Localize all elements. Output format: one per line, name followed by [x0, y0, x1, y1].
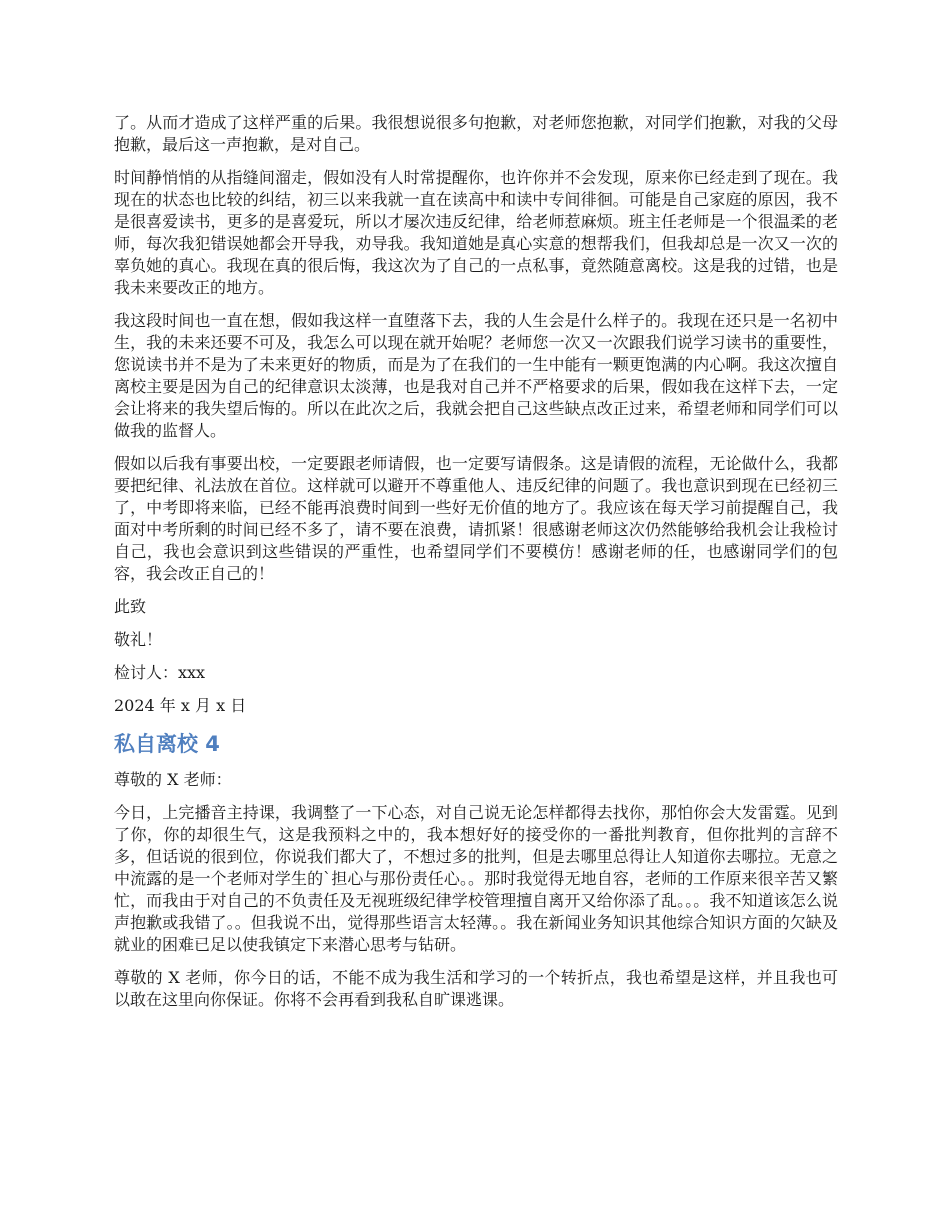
paragraph-reflection: 时间静悄悄的从指缝间溜走，假如没有人时常提醒你，也许你并不会发现，原来你已经走到了现在。我现在的状态也比较的纠结，初三以来我就一直在读高中和读中专间徘徊。可能是自己家庭的原因，我不是很喜爱读书，更多的是喜爱玩，所以才屡次违反纪律，给老师惹麻烦。班主任老师是一个很温柔的老师，每次我犯错误她都会开导我，劝导我。我知道她是真心实意的想帮我们，但我却总是一次又一次的辜负她的真心。我现在真的很后悔，我这次为了自己的一点私事，竟然随意离校。这是我的过错，也是我未来要改正的地方。: [114, 168, 838, 297]
date-text: 2024 年 x 月 x 日: [114, 696, 247, 715]
paragraph-meeting: 今日，上完播音主持课，我调整了一下心态，对自己说无论怎样都得去找你，那怕你会大发雷霆。见到了你，你的却很生气，这是我预料之中的，我本想好好的接受你的一番批判教育，但你批判的言辞不多，但话说的很到位，你说我们都大了，不想过多的批判，但是去哪里总得让人知道你去哪拉。无意之中流露的是一个老师对学生的`担心与那份责任心。。那时我觉得无地自容，老师的工作原来很辛苦又繁忙，而我由于对自己的不负责任及无视班级纪律学校管理擅自离开又给你添了乱。。。我不知道该怎么说声抱歉或我错了。。但我说不出，觉得那些语言太轻薄。。我在新闻业务知识其他综合知识方面的欠缺及就业的困难已足以使我镇定下来潜心思考与钻研。: [114, 803, 838, 954]
paragraph-pledge: 尊敬的 X 老师，你今日的话，不能不成为我生活和学习的一个转折点，我也希望是这样，并且我也可以敢在这里向你保证。你将不会再看到我私自旷课逃课。: [114, 968, 838, 1009]
signer-text: 检讨人：xxx: [114, 663, 206, 682]
section-heading: 私自离校 4: [114, 732, 220, 756]
paragraph-apology: 了。从而才造成了这样严重的后果。我很想说很多句抱歉，对老师您抱歉，对同学们抱歉，对我的父母抱歉，最后这一声抱歉，是对自己。: [114, 113, 838, 154]
paragraph-promise: 假如以后我有事要出校，一定要跟老师请假，也一定要写请假条。这是请假的流程，无论做什么，我都要把纪律、礼法放在首位。这样就可以避开不尊重他人、违反纪律的问题了。我也意识到现在已经初三了，中考即将来临，已经不能再浪费时间到一些好无价值的地方了。我应该在每天学习前提醒自己，我面对中考所剩的时间已经不多了，请不要在浪费，请抓紧！很感谢老师这次仍然能够给我机会让我检讨自己，我也会意识到这些错误的严重性，也希望同学们不要模仿！感谢老师的任，也感谢同学们的包容，我会改正自己的！: [114, 454, 838, 583]
greeting-text: 尊敬的 X 老师：: [114, 770, 232, 789]
closing-text: 此致: [114, 597, 147, 616]
document-page: [114, 112, 838, 1022]
paragraph-future: 我这段时间也一直在想，假如我这样一直堕落下去，我的人生会是什么样子的。我现在还只是一名初中生，我的未来还要不可及，我怎么可以现在就开始呢？老师您一次又一次跟我们说学习读书的重要性，您说读书并不是为了未来更好的物质，而是为了在我们的一生中能有一颗更饱满的内心啊。我这次擅自离校主要是因为自己的纪律意识太淡薄，也是我对自己并不严格要求的后果，假如我在这样下去，一定会让将来的我失望后悔的。所以在此次之后，我就会把自己这些缺点改正过来，希望老师和同学们可以做我的监督人。: [114, 311, 838, 440]
salute-text: 敬礼！: [114, 630, 163, 649]
